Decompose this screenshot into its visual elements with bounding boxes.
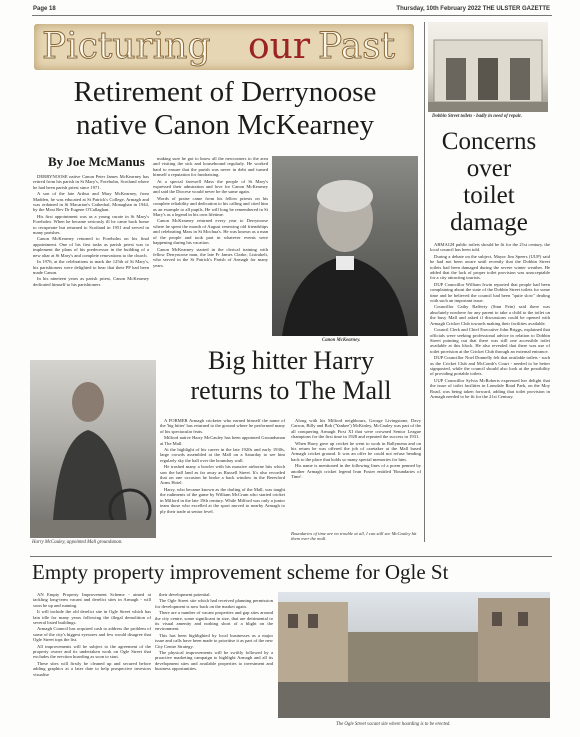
- section-rule: [30, 556, 552, 557]
- paragraph: Canon McKearney returned to Foreholm on his final appointment. One of his first tasks as parish priest was to implement the plans of his predecessor in the building of a new altar at St Mary's and complete renovations to the church.: [33, 236, 149, 258]
- banner-word-picturing: Picturing: [42, 26, 211, 67]
- paragraph: When Harry gave up cricket he went to work in Ballymena and on his return he was offered the job of caretaker at the Mall based Armagh cricket ground. It was an offer he could not refuse heading back to the place that holds so many special memories for him.: [291, 440, 421, 462]
- article1-byline: By Joe McManus: [48, 154, 145, 169]
- article2-headline: [160, 346, 422, 406]
- article1-headline-line1: Retirement of Derrynoose: [73, 76, 377, 108]
- sidebar-divider: [424, 22, 425, 542]
- sidebar-headline-line: toilet: [463, 182, 515, 209]
- paragraph: Harry, who became known as the darling of the Mall, was taught the rudiments of the game by William McCrum who started cricket in Milford in the late 19th century. While Milford was only a junior team those who excelled at the sport moved to nearby Armagh to ply their trade at senior level.: [160, 486, 285, 514]
- ogle-street-photo: [278, 592, 550, 718]
- toilets-photo: [428, 22, 548, 112]
- groundsman-image: [30, 360, 156, 538]
- poem-excerpt: Boundaries of time are no trouble at all, I can still see McCauley hit them over the mall.: [291, 531, 417, 542]
- paragraph: making sure he got to know all the newcomers to the area and visiting the sick and housebound regularly. He worked hard to ensure that the parish was never in debt and turned himself a reputation for fundraising.: [153, 156, 268, 178]
- paragraph: Councillor Cathy Rafferty (Sinn Fein) said there was absolutely nowhere for any parent to take a child to the toilet on the busy Mall and asked if discussions could be opened with Armagh Cricket Club towards making their facilities available.: [430, 304, 550, 326]
- canon-photo: [272, 156, 418, 336]
- paragraph: DERRYNOOSE native Canon Peter James McKearney has retired from his parish in St Mary's, Foreholm, Scotland where he had been parish priest since 1971.: [33, 174, 149, 190]
- article1-col1: [33, 174, 149, 346]
- paragraph: At the highlight of his career in the late 1920s and early 1930s, large crowds assembled at the Mall on a Saturday to see him regularly sky the ball over the boundary wall.: [160, 447, 285, 463]
- article1-headline-line2: native Canon McKearney: [76, 109, 374, 141]
- paragraph: Council Clerk and Chief Executive John Briggs, explained that officials were seeking professional advice in relation to Dobbin Street pointing out that there was still one accessible toilet available at this block. He also revealed that there was use of toilet provision at the Cricket Club through an external entrance.: [430, 327, 550, 354]
- paragraph: ARMAGH public toilets should be fit for the 21st century, the local council has been told.: [430, 242, 550, 253]
- sidebar-headline: [428, 128, 550, 236]
- sidebar-headline-line: Concerns: [441, 128, 537, 155]
- article1-col2: [153, 156, 268, 346]
- paragraph: AN Empty Property Improvement Scheme - aimed at tackling long-term vacant and derelict sites in Armagh - will soon be up and running.: [33, 592, 151, 608]
- paragraph: He trashed many a bowler with his massive airborne hits which saw the ball land as far away as Russell Street. It's also recorded that on one occasion he broke a back window in the Beresford Arms Hotel.: [160, 464, 285, 486]
- article3-headline: Empty property improvement scheme for Ogle St: [32, 560, 449, 584]
- paragraph: UUP Councillor Sylvia McRoberts expressed her delight that the issue of toilet facilities in Lonsdale Road Park, on the Moy Road, was being taken forward, adding that toilet provision in Armagh needed to be fit for the 21st Century.: [430, 377, 550, 399]
- issue-date: Thursday, 10th February 2022 THE ULSTER GAZETTE: [396, 6, 550, 12]
- paragraph: their development potential.: [159, 592, 211, 597]
- paragraph: His name is mentioned in the following lines of a poem penned by another Armagh cricket legend Ivan Foster entitled 'Boundaries of Time'.: [291, 463, 421, 480]
- paragraph: Canon McKearney started in the clerical training with fellow Derrynoose man, the late Fr James Clarke, Listrakelt, who served in the St Patrick's Parish of Armagh for many years.: [153, 246, 268, 268]
- paragraph: Along with his Milford neighbours, George Livingstone, Davy Carson, Billy and Bob ('Yankee') McKinley, McCauley was part of the all conquering Armagh First XI that were crowned Senior League champions for the first time in 1928 and repeated the success in 1931.: [291, 418, 421, 440]
- paragraph: A son of the late Arthur and Mary McKearney, from Madden, he was educated at St Patrick's College, Armagh and was ordained in St Macartan's Cathedral, Monaghan in 1944, by the Most Rev Dr Eugene O'Callaghan.: [33, 191, 149, 213]
- banner-word-past: Past: [318, 26, 396, 67]
- paragraph: Armagh Council has acquired cash to address the problem of some of the city's biggest eyesores and few would disagree that Ogle Street tops the list.: [33, 626, 151, 643]
- page-number: Page 18: [33, 6, 56, 12]
- sidebar-headline-line: damage: [450, 209, 528, 236]
- paragraph: DUP Councillor Noel Donnelly felt that available toilets - such as the Cricket Club and McComb's Court - needed to be better signposted, while the council should also look at the possibility of providing portable toilets.: [430, 355, 550, 377]
- article2-col1: [160, 418, 285, 546]
- paragraph: Canon McKearney returned every year to Derrynoose where he spent the month of August renewing old friendships and celebrating Mass in St Mochua's. He was known as a man of the people and took part in whatever events were happening during his vacation.: [153, 218, 268, 246]
- paragraph: These sites will firstly be cleaned up and secured before adding graphics at a later date to help prospective investors visualise: [33, 660, 151, 677]
- article1-headline: [30, 76, 420, 142]
- paragraph: During a debate on the subject, Mayor Jim Speers (UUP) said he had not been aware until recently that the Dobbin Street toilets had been damaged during the severe winter weather. He added that the lack of proper toilet provision was unacceptable for a city attracting tourists.: [430, 253, 550, 281]
- paragraph: Milford native Harry McCauley has been appointed Groundsman at The Mall.: [160, 435, 285, 446]
- paragraph: The Ogle Street site which had received planning permission for development is now back on the market again.: [155, 598, 273, 609]
- article2-headline-line1: Big hitter Harry: [207, 346, 375, 375]
- header-rule: [32, 15, 552, 16]
- canon-photo-caption: Canon McKearney.: [322, 338, 361, 343]
- paragraph: All improvements will be subject to the agreement of the property owner and its undertaken work on Ogle Street that excludes the erection hoarding as soon to start.: [33, 643, 151, 660]
- paragraph: This has been highlighted by local businesses as a major issue and calls have been made to prioritise it as part of the new City Centre Strategy.: [155, 632, 273, 649]
- article2-col2: [291, 418, 421, 530]
- street-image: [278, 592, 550, 718]
- paragraph: Words of praise came from his fellow priests on his complete reliability and dedication to his calling and cited him as an example to all pupils. He will long be remembered in St Mary's as a legend in his own lifetime.: [153, 195, 268, 218]
- paragraph: His first appointment was as a young curate in St Mary's Foreholm. When he became seriously ill he came back home to recuperate but returned to Scotland in 1951 and served in many parishes.: [33, 213, 149, 236]
- sidebar-body: [430, 242, 550, 542]
- article3-col1: [33, 592, 151, 722]
- paragraph: The physical improvements will be swiftly followed by a proactive marketing campaign to highlight Armagh and all its development sites and available properties to investment and business opportunities.: [155, 650, 273, 672]
- banner-word-our: our: [248, 26, 311, 67]
- toilet-building-image: [428, 22, 548, 112]
- ogle-street-caption: The Ogle Street vacant site where hoarding is to be erected.: [336, 722, 451, 727]
- portrait-image: [272, 156, 418, 336]
- section-banner: [34, 24, 414, 70]
- paragraph: In 1976, at the celebrations to mark the 125th of St Mary's, his parishioners were delighted to hear that their PP had been made Canon.: [33, 259, 149, 275]
- harry-photo-caption: Harry McCauley, appointed Mall groundsman.: [32, 540, 123, 545]
- paragraph: At a special farewell Mass the people of St Mary's expressed their admiration and love for Canon McKearney and said the Diocese would never be the same again.: [153, 178, 268, 195]
- article2-headline-line2: returns to The Mall: [190, 376, 392, 405]
- paragraph: In his nineteen years as parish priest, Canon McKearney dedicated himself to his parishioners: [33, 276, 149, 287]
- paragraph: There are a number of vacant properties and gap sites around the city centre, some significant in size, that are detrimental to its visual amenity and nothing short of a blight on the environment.: [155, 610, 273, 632]
- paragraph: A FORMER Armagh cricketer who earned himself the name of the 'big hitter' has returned to the ground where he performed many of his spectacular feats.: [160, 418, 285, 434]
- paragraph: DUP Councillor William Irwin reported that people had been complaining about the state of the Dobbin Street toilets for some time and he believed the council had been "quite slow" dealing with such an important issue.: [430, 281, 550, 304]
- harry-photo: [30, 360, 156, 538]
- paragraph: It will include the old derelict site in Ogle Street which has lain idle for many years following the illegal demolition of several listed buildings.: [33, 609, 151, 626]
- toilets-photo-caption: Dobbin Street toilets - badly in need of repair.: [432, 114, 522, 119]
- article3-col2: [155, 592, 273, 722]
- sidebar-headline-line: over: [466, 155, 512, 182]
